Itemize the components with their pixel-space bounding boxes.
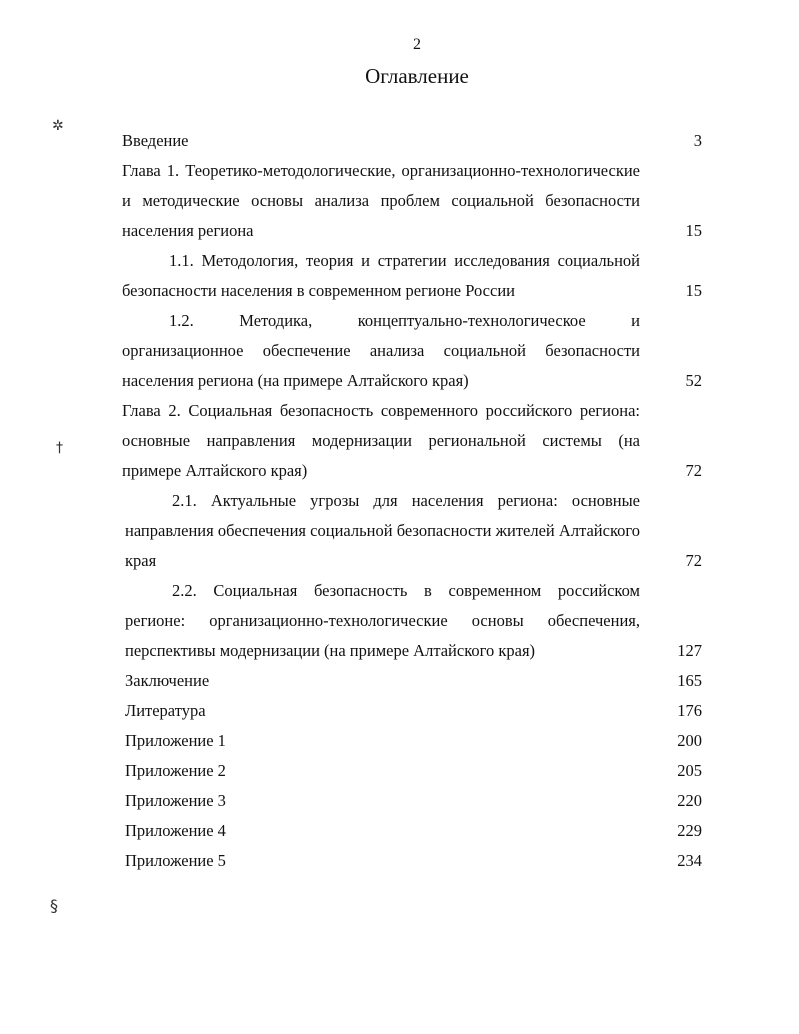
toc-entry-text: Введение	[122, 131, 189, 150]
toc-entry-text: Приложение 4	[125, 821, 226, 840]
binding-hole-mark-bottom: §	[50, 896, 58, 915]
toc-entry-text: 2.2. Социальная безопасность в современном российском регионе: организационно-технологические основы обеспечения, перспективы модернизации (на примере Алтайского края)	[125, 581, 640, 660]
toc-entry-page: 200	[677, 731, 702, 750]
toc-entry-page: 165	[677, 671, 702, 690]
toc-entry-chapter-2	[122, 396, 702, 486]
toc-entry-page: 127	[677, 641, 702, 660]
toc-entry-appendix-5	[122, 846, 702, 876]
toc-entry-appendix-2	[122, 756, 702, 786]
toc-entry-text: Заключение	[125, 671, 210, 690]
toc-entry-literature	[122, 696, 702, 726]
toc-entry-page: 52	[685, 371, 702, 390]
page-number: 2	[413, 36, 421, 53]
binding-hole-mark-middle: †	[56, 440, 63, 456]
toc-title: Оглавление	[365, 64, 469, 88]
toc-entry-page: 72	[685, 551, 702, 570]
toc-entry-introduction	[122, 126, 702, 156]
toc-entry-page: 176	[677, 701, 702, 720]
toc-entry-text: Литература	[125, 701, 206, 720]
toc-entry-text: 1.1. Методология, теория и стратегии исследования социальной безопасности населения в современном регионе России	[122, 251, 640, 300]
toc-entry-page: 15	[685, 221, 702, 240]
toc-entry-text: Приложение 1	[125, 731, 226, 750]
toc-entry-page: 220	[677, 791, 702, 810]
toc-entry-text: Глава 2. Социальная безопасность современного российского региона: основные направления модернизации региональной системы (на примере Алтайского края)	[122, 401, 640, 480]
toc-entry-page: 234	[677, 851, 702, 870]
toc-entry-appendix-3	[122, 786, 702, 816]
toc-entry-page: 3	[693, 131, 702, 150]
toc-entry-text: Приложение 2	[125, 761, 226, 780]
toc-entry-section-1-1	[122, 246, 702, 306]
binding-hole-mark-top: ✲	[52, 118, 64, 134]
toc-entry-section-2-2	[122, 576, 702, 666]
toc-entry-page: 72	[685, 461, 702, 480]
toc-entry-text: 1.2. Методика, концептуально-технологическое и организационное обеспечение анализа социальной безопасности населения региона (на примере Алтайского края)	[122, 311, 640, 390]
toc-entry-conclusion	[122, 666, 702, 696]
toc-entry-chapter-1	[122, 156, 702, 246]
toc-entry-page: 15	[685, 281, 702, 300]
toc-entry-text: Приложение 5	[125, 851, 226, 870]
table-of-contents	[122, 126, 702, 876]
toc-entry-appendix-4	[122, 816, 702, 846]
toc-entry-text: Глава 1. Теоретико-методологические, организационно-технологические и методические основы анализа проблем социальной безопасности населения региона	[122, 161, 640, 240]
toc-entry-section-1-2	[122, 306, 702, 396]
toc-entry-page: 229	[677, 821, 702, 840]
toc-entry-section-2-1	[122, 486, 702, 576]
toc-entry-text: 2.1. Актуальные угрозы для населения региона: основные направления обеспечения социальной безопасности жителей Алтайского края	[125, 491, 640, 570]
toc-entry-appendix-1	[122, 726, 702, 756]
toc-entry-text: Приложение 3	[125, 791, 226, 810]
toc-entry-page: 205	[677, 761, 702, 780]
